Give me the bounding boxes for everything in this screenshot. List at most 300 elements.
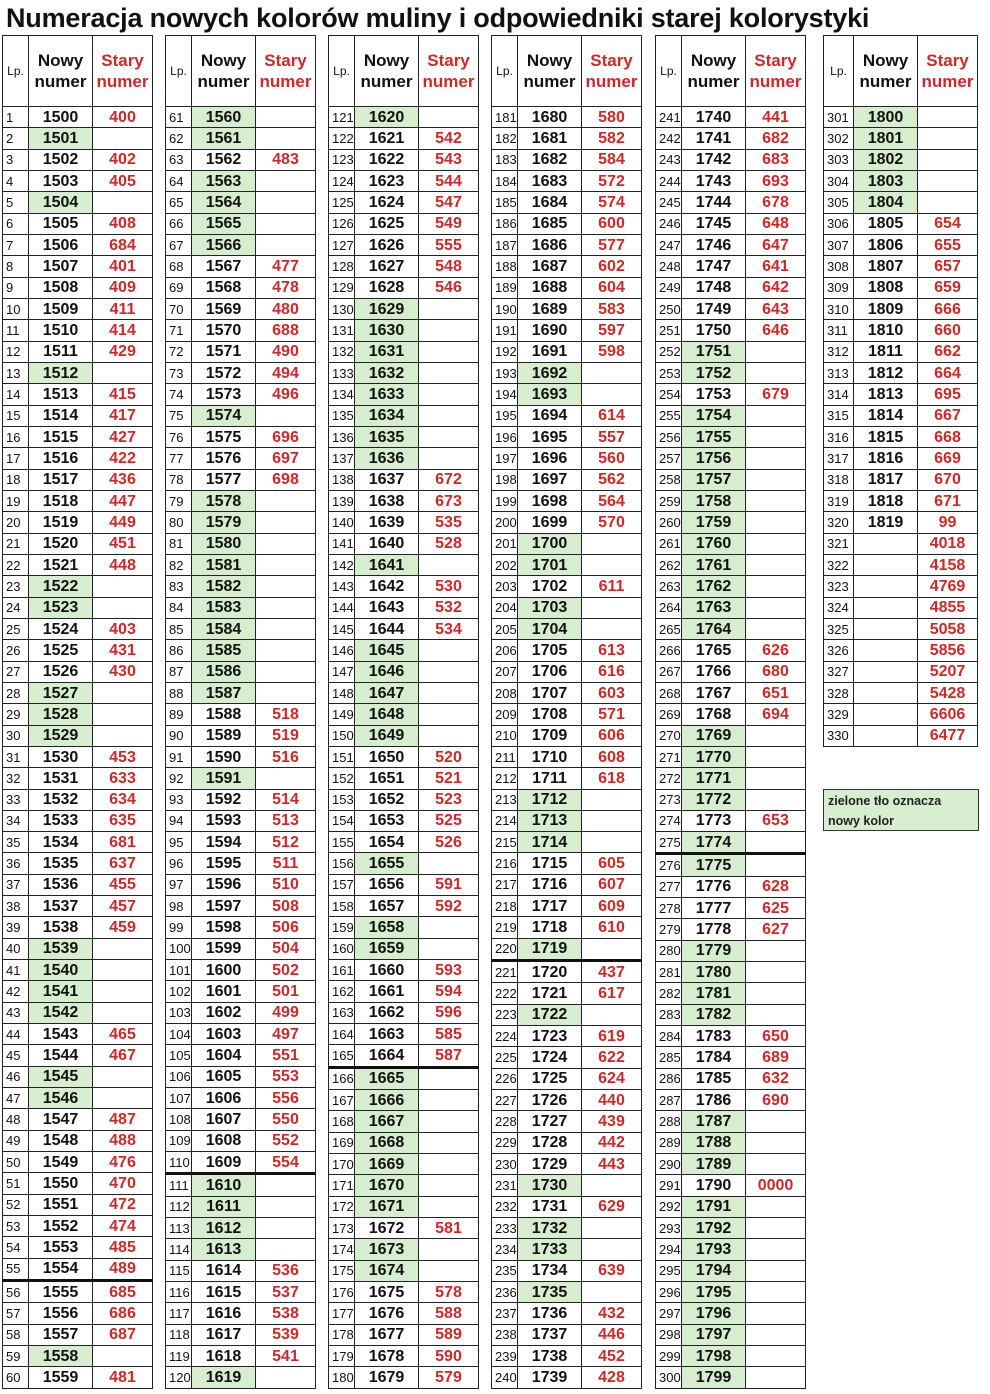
old-number: 598 <box>582 341 642 362</box>
old-number: 610 <box>582 917 642 938</box>
row-number: 245 <box>656 192 682 213</box>
row-number: 199 <box>492 490 518 511</box>
row-number: 163 <box>329 1002 355 1023</box>
old-number: 480 <box>256 298 316 319</box>
new-number: 1563 <box>192 170 256 191</box>
row-number: 46 <box>3 1066 29 1087</box>
table-row <box>166 298 316 319</box>
row-number: 329 <box>824 704 854 725</box>
new-number: 1503 <box>29 170 93 191</box>
new-number: 1632 <box>355 362 419 383</box>
table-row <box>3 149 153 170</box>
table-row <box>329 746 479 767</box>
old-number: 587 <box>419 1045 479 1067</box>
row-number: 253 <box>656 362 682 383</box>
table-row <box>492 298 642 319</box>
new-number: 1800 <box>854 107 918 128</box>
old-number <box>256 1218 316 1239</box>
new-number: 1639 <box>355 512 419 533</box>
old-number: 547 <box>419 192 479 213</box>
table-row <box>3 597 153 618</box>
old-number: 512 <box>256 832 316 853</box>
new-number: 1715 <box>518 853 582 874</box>
old-number: 4018 <box>918 533 978 554</box>
row-number: 117 <box>166 1303 192 1324</box>
row-number: 208 <box>492 682 518 703</box>
old-number: 596 <box>419 1002 479 1023</box>
row-number: 44 <box>3 1024 29 1045</box>
row-number: 102 <box>166 981 192 1002</box>
table-row <box>166 1088 316 1109</box>
old-number: 582 <box>582 128 642 149</box>
table-row <box>329 1067 479 1089</box>
table-row <box>329 810 479 831</box>
row-number: 220 <box>492 938 518 960</box>
row-number: 23 <box>3 576 29 597</box>
row-number: 25 <box>3 618 29 639</box>
old-number <box>256 682 316 703</box>
new-number: 1599 <box>192 938 256 959</box>
table-row <box>329 405 479 426</box>
old-number <box>746 426 806 447</box>
table-row <box>492 1090 642 1111</box>
row-number: 252 <box>656 341 682 362</box>
old-number: 528 <box>419 533 479 554</box>
old-number <box>256 1367 316 1388</box>
table-row <box>329 1239 479 1260</box>
header-row <box>656 36 806 107</box>
new-number: 1602 <box>192 1002 256 1023</box>
old-number: 530 <box>419 576 479 597</box>
old-number: 597 <box>582 320 642 341</box>
new-number: 1636 <box>355 448 419 469</box>
new-number: 1649 <box>355 725 419 746</box>
row-number: 115 <box>166 1260 192 1281</box>
table-row <box>329 341 479 362</box>
table-row <box>656 1026 806 1047</box>
table-row <box>492 1282 642 1303</box>
row-number: 227 <box>492 1090 518 1111</box>
new-number: 1727 <box>518 1111 582 1132</box>
table-row <box>492 426 642 447</box>
row-number: 249 <box>656 277 682 298</box>
old-number <box>93 1002 153 1023</box>
old-number: 476 <box>93 1152 153 1173</box>
row-number: 174 <box>329 1239 355 1260</box>
new-number: 1764 <box>682 618 746 639</box>
row-number: 20 <box>3 512 29 533</box>
old-number: 678 <box>746 192 806 213</box>
row-number: 156 <box>329 853 355 874</box>
table-row <box>656 277 806 298</box>
new-number: 1793 <box>682 1239 746 1260</box>
old-number: 401 <box>93 256 153 277</box>
new-number: 1713 <box>518 810 582 831</box>
old-number: 436 <box>93 469 153 490</box>
table-row <box>166 1282 316 1303</box>
header-new-number: Nowy numer <box>854 36 918 107</box>
new-number: 1583 <box>192 597 256 618</box>
table-row <box>329 469 479 490</box>
old-number: 523 <box>419 789 479 810</box>
old-number <box>746 789 806 810</box>
old-number: 443 <box>582 1154 642 1175</box>
row-number: 324 <box>824 597 854 618</box>
table-row <box>166 1239 316 1260</box>
old-number: 519 <box>256 725 316 746</box>
new-number: 1579 <box>192 512 256 533</box>
row-number: 85 <box>166 618 192 639</box>
new-number: 1584 <box>192 618 256 639</box>
old-number <box>256 107 316 128</box>
row-number: 106 <box>166 1066 192 1087</box>
old-number <box>419 554 479 575</box>
row-number: 111 <box>166 1174 192 1196</box>
new-number: 1701 <box>518 554 582 575</box>
table-row <box>3 469 153 490</box>
old-number: 564 <box>582 490 642 511</box>
header-lp: Lp. <box>656 36 682 107</box>
table-row <box>824 320 978 341</box>
table-row <box>492 362 642 383</box>
table-row <box>3 1002 153 1023</box>
old-number: 641 <box>746 256 806 277</box>
table-row <box>656 426 806 447</box>
table-row <box>656 149 806 170</box>
new-number: 1790 <box>682 1175 746 1196</box>
new-number: 1542 <box>29 1002 93 1023</box>
old-number: 622 <box>582 1047 642 1068</box>
table-row <box>329 640 479 661</box>
new-number: 1695 <box>518 426 582 447</box>
new-number: 1577 <box>192 469 256 490</box>
new-number: 1744 <box>682 192 746 213</box>
new-number: 1553 <box>29 1237 93 1258</box>
table-row <box>3 1237 153 1258</box>
table-row <box>3 1258 153 1280</box>
new-number: 1774 <box>682 832 746 854</box>
row-number: 68 <box>166 256 192 277</box>
table-row <box>656 1260 806 1281</box>
table-row <box>166 1367 316 1388</box>
table-row <box>824 640 978 661</box>
table-row <box>329 789 479 810</box>
old-number <box>419 1090 479 1111</box>
old-number: 532 <box>419 597 479 618</box>
old-number: 99 <box>918 512 978 533</box>
row-number: 27 <box>3 661 29 682</box>
old-number: 477 <box>256 256 316 277</box>
new-number: 1654 <box>355 832 419 853</box>
old-number: 439 <box>582 1111 642 1132</box>
old-number: 516 <box>256 746 316 767</box>
new-number: 1562 <box>192 149 256 170</box>
new-number: 1539 <box>29 938 93 959</box>
new-number: 1512 <box>29 362 93 383</box>
old-number: 408 <box>93 213 153 234</box>
table-row <box>492 640 642 661</box>
table-row <box>656 810 806 831</box>
new-number: 1561 <box>192 128 256 149</box>
row-number: 88 <box>166 682 192 703</box>
row-number: 286 <box>656 1068 682 1089</box>
row-number: 303 <box>824 149 854 170</box>
old-number: 583 <box>582 298 642 319</box>
table-row <box>329 320 479 341</box>
table-row <box>329 981 479 1002</box>
old-number: 417 <box>93 405 153 426</box>
row-number: 92 <box>166 768 192 789</box>
old-number: 634 <box>93 789 153 810</box>
row-number: 194 <box>492 384 518 405</box>
header-lp: Lp. <box>329 36 355 107</box>
table-row <box>656 234 806 255</box>
row-number: 139 <box>329 490 355 511</box>
old-number <box>256 213 316 234</box>
row-number: 170 <box>329 1154 355 1175</box>
old-number: 494 <box>256 362 316 383</box>
table-row <box>166 789 316 810</box>
table-row <box>492 170 642 191</box>
table-row <box>329 1218 479 1239</box>
old-number <box>582 938 642 960</box>
new-number <box>854 597 918 618</box>
new-number: 1733 <box>518 1239 582 1260</box>
old-number <box>93 938 153 959</box>
table-row <box>3 746 153 767</box>
row-number: 153 <box>329 789 355 810</box>
row-number: 28 <box>3 682 29 703</box>
new-number: 1517 <box>29 469 93 490</box>
row-number: 314 <box>824 384 854 405</box>
table-row <box>329 1002 479 1023</box>
row-number: 304 <box>824 170 854 191</box>
new-number: 1692 <box>518 362 582 383</box>
old-number <box>93 1346 153 1367</box>
row-number: 96 <box>166 853 192 874</box>
new-number: 1706 <box>518 661 582 682</box>
row-number: 289 <box>656 1132 682 1153</box>
table-row <box>329 682 479 703</box>
old-number: 657 <box>918 256 978 277</box>
row-number: 76 <box>166 426 192 447</box>
row-number: 293 <box>656 1218 682 1239</box>
table-row <box>656 1047 806 1068</box>
table-row <box>824 362 978 383</box>
table-row <box>329 960 479 981</box>
new-number: 1686 <box>518 234 582 255</box>
row-number: 154 <box>329 810 355 831</box>
new-number: 1547 <box>29 1109 93 1130</box>
row-number: 226 <box>492 1068 518 1089</box>
row-number: 186 <box>492 213 518 234</box>
new-number: 1813 <box>854 384 918 405</box>
table-row <box>166 1066 316 1087</box>
old-number: 452 <box>582 1346 642 1367</box>
new-number: 1595 <box>192 853 256 874</box>
row-number: 104 <box>166 1024 192 1045</box>
row-number: 138 <box>329 469 355 490</box>
table-row <box>166 362 316 383</box>
table-row <box>166 149 316 170</box>
row-number: 72 <box>166 341 192 362</box>
row-number: 230 <box>492 1154 518 1175</box>
old-number: 536 <box>256 1260 316 1281</box>
old-number: 626 <box>746 640 806 661</box>
old-number: 534 <box>419 618 479 639</box>
table-row <box>656 469 806 490</box>
old-number: 511 <box>256 853 316 874</box>
new-number: 1666 <box>355 1090 419 1111</box>
table-row <box>166 192 316 213</box>
row-number: 212 <box>492 768 518 789</box>
row-number: 315 <box>824 405 854 426</box>
row-number: 277 <box>656 876 682 897</box>
new-number: 1536 <box>29 874 93 895</box>
table-row <box>824 341 978 362</box>
new-number: 1742 <box>682 149 746 170</box>
new-number: 1711 <box>518 768 582 789</box>
table-row <box>492 512 642 533</box>
new-number: 1544 <box>29 1045 93 1066</box>
table-row <box>329 1175 479 1196</box>
table-row <box>3 682 153 703</box>
old-number: 580 <box>582 107 642 128</box>
row-number: 43 <box>3 1002 29 1023</box>
new-number: 1566 <box>192 234 256 255</box>
table-row <box>166 234 316 255</box>
table-row <box>3 320 153 341</box>
row-number: 30 <box>3 725 29 746</box>
new-number: 1588 <box>192 704 256 725</box>
new-number: 1526 <box>29 661 93 682</box>
header-row <box>329 36 479 107</box>
new-number: 1648 <box>355 704 419 725</box>
old-number <box>746 405 806 426</box>
new-number: 1714 <box>518 832 582 853</box>
row-number: 59 <box>3 1346 29 1367</box>
row-number: 89 <box>166 704 192 725</box>
new-number: 1808 <box>854 277 918 298</box>
new-number: 1605 <box>192 1066 256 1087</box>
new-number: 1702 <box>518 576 582 597</box>
new-number: 1810 <box>854 320 918 341</box>
row-number: 79 <box>166 490 192 511</box>
row-number: 306 <box>824 213 854 234</box>
old-number: 518 <box>256 704 316 725</box>
header-row <box>492 36 642 107</box>
row-number: 7 <box>3 234 29 255</box>
row-number: 301 <box>824 107 854 128</box>
row-number: 313 <box>824 362 854 383</box>
new-number: 1708 <box>518 704 582 725</box>
new-number: 1696 <box>518 448 582 469</box>
new-number: 1771 <box>682 768 746 789</box>
row-number: 147 <box>329 661 355 682</box>
row-number: 295 <box>656 1260 682 1281</box>
table-row <box>824 725 978 746</box>
row-number: 256 <box>656 426 682 447</box>
table-row <box>656 704 806 725</box>
table-row <box>492 341 642 362</box>
row-number: 279 <box>656 919 682 940</box>
table-row <box>329 490 479 511</box>
row-number: 275 <box>656 832 682 854</box>
old-number <box>746 1154 806 1175</box>
new-number: 1657 <box>355 896 419 917</box>
old-number: 514 <box>256 789 316 810</box>
old-number <box>419 426 479 447</box>
row-number: 229 <box>492 1132 518 1153</box>
old-number: 578 <box>419 1282 479 1303</box>
old-number: 499 <box>256 1002 316 1023</box>
table-row <box>329 234 479 255</box>
new-number: 1529 <box>29 725 93 746</box>
old-number <box>746 1282 806 1303</box>
table-row <box>656 490 806 511</box>
table-row <box>824 682 978 703</box>
old-number <box>746 1132 806 1153</box>
row-number: 69 <box>166 277 192 298</box>
new-number: 1735 <box>518 1282 582 1303</box>
color-table-5 <box>655 35 806 1389</box>
old-number: 616 <box>582 661 642 682</box>
table-row <box>166 938 316 959</box>
old-number: 682 <box>746 128 806 149</box>
table-row <box>492 896 642 917</box>
new-number: 1612 <box>192 1218 256 1239</box>
table-row <box>166 853 316 874</box>
table-row <box>329 618 479 639</box>
new-number: 1697 <box>518 469 582 490</box>
row-number: 140 <box>329 512 355 533</box>
old-number: 668 <box>918 426 978 447</box>
old-number: 485 <box>93 1237 153 1258</box>
old-number: 633 <box>93 768 153 789</box>
row-number: 6 <box>3 213 29 234</box>
new-number: 1731 <box>518 1196 582 1217</box>
table-row <box>824 704 978 725</box>
old-number: 577 <box>582 234 642 255</box>
table-row <box>166 917 316 938</box>
row-number: 323 <box>824 576 854 597</box>
new-number: 1533 <box>29 810 93 831</box>
old-number <box>419 448 479 469</box>
new-number: 1643 <box>355 597 419 618</box>
new-number <box>854 725 918 746</box>
table-row <box>656 1111 806 1132</box>
old-number <box>419 1111 479 1132</box>
row-number: 172 <box>329 1196 355 1217</box>
table-row <box>3 405 153 426</box>
new-number: 1720 <box>518 961 582 983</box>
new-number: 1555 <box>29 1281 93 1303</box>
row-number: 55 <box>3 1258 29 1280</box>
old-number: 635 <box>93 810 153 831</box>
table-row <box>824 469 978 490</box>
row-number: 155 <box>329 832 355 853</box>
header-new-number: Nowy numer <box>518 36 582 107</box>
new-number: 1609 <box>192 1152 256 1174</box>
row-number: 124 <box>329 170 355 191</box>
row-number: 150 <box>329 725 355 746</box>
table-row <box>329 128 479 149</box>
new-number: 1754 <box>682 405 746 426</box>
table-row <box>329 576 479 597</box>
new-number: 1567 <box>192 256 256 277</box>
row-number: 123 <box>329 149 355 170</box>
table-row <box>166 1324 316 1345</box>
